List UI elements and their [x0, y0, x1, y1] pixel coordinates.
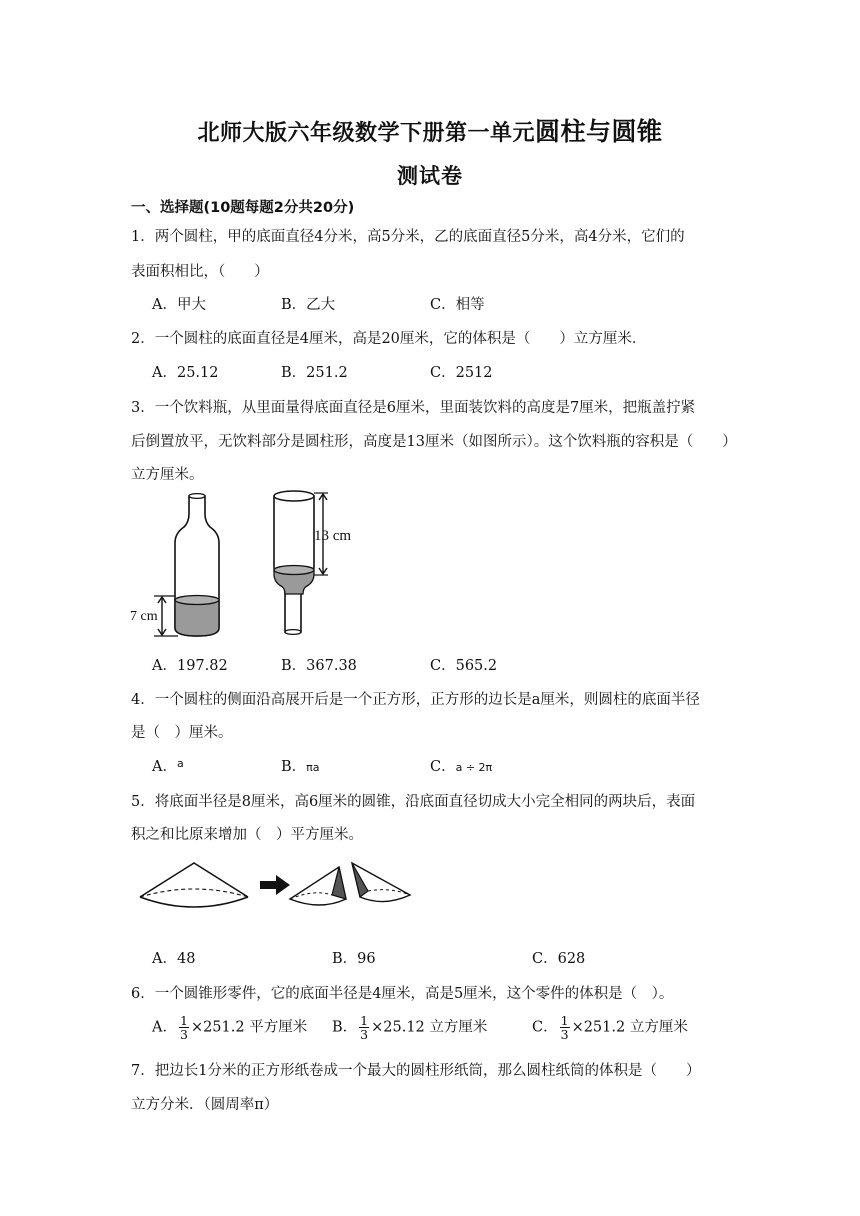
- q4-option-b-letter: B．: [281, 759, 307, 775]
- q5-line-2: 积之和比原来增加（ ）平方厘米。: [131, 827, 363, 843]
- q1-option-c: C．相等: [430, 297, 485, 313]
- q6-option-b-letter: B．: [332, 1019, 358, 1036]
- q6-option-b-rest: ×25.12 立方厘米: [371, 1019, 488, 1036]
- q4-option-c-letter: C．: [430, 759, 456, 775]
- q4-option-a: [152, 755, 184, 776]
- q6-option-c-letter: C．: [532, 1019, 558, 1036]
- q3-option-c: C．565.2: [430, 658, 498, 674]
- q4-option-b: [281, 755, 320, 776]
- q7-line-1: 7．把边长1分米的正方形纸卷成一个最大的圆柱形纸筒，那么圆柱纸筒的体积是（ ）: [131, 1063, 701, 1079]
- label-13cm: 13 cm: [314, 528, 352, 544]
- q6-option-b: [332, 1014, 487, 1041]
- q3-line-2: 后倒置放平，无饮料部分是圆柱形，高度是13厘米（如图所示）。这个饮料瓶的容积是（ ）: [131, 434, 737, 450]
- fraction-one-third: $\frac{1}{3}$: [560, 1013, 569, 1043]
- q3-option-a: A．197.82: [152, 658, 228, 674]
- q2-option-b: B．251.2: [281, 365, 348, 381]
- fraction-one-third: $\frac{1}{3}$: [360, 1013, 369, 1043]
- q3-line-3: 立方厘米。: [131, 467, 204, 483]
- q2-line-1: 2．一个圆柱的底面直径是4厘米，高是20厘米，它的体积是（ ）立方厘米．: [131, 331, 647, 347]
- q6-option-a-rest: ×251.2 平方厘米: [190, 1019, 308, 1036]
- q3-option-b: B．367.38: [281, 658, 357, 674]
- upright-bottle: [130, 494, 219, 636]
- q4-line-1: 4．一个圆柱的侧面沿高展开后是一个正方形，正方形的边长是a厘米，则圆柱的底面半径: [131, 692, 700, 708]
- q2-option-c: C．2512: [430, 365, 493, 381]
- document-title: [0, 112, 860, 148]
- q4-option-c-value: a ÷ 2π: [455, 761, 493, 774]
- q6-option-a-letter: A．: [152, 1019, 177, 1036]
- cone-cut-figure: [134, 855, 424, 921]
- q6-option-c-rest: ×251.2 立方厘米: [571, 1019, 688, 1036]
- q6-line-1: 6．一个圆锥形零件，它的底面半径是4厘米，高是5厘米，这个零件的体积是（ ）。: [131, 986, 674, 1002]
- q1-option-b: B．乙大: [281, 297, 336, 313]
- q4-option-a-letter: A．: [152, 759, 177, 775]
- whole-cone: [140, 863, 248, 907]
- q3-line-1: 3．一个饮料瓶，从里面量得底面直径是6厘米，里面装饮料的高度是7厘米，把瓶盖拧紧: [131, 400, 696, 416]
- q1-line-1: 1．两个圆柱，甲的底面直径4分米，高5分米，乙的底面直径5分米，高4分米，它们的: [131, 229, 685, 245]
- q4-option-a-value: a: [176, 757, 184, 770]
- q7-line-2: 立方分米．（圆周率π）: [131, 1097, 279, 1113]
- arrow-right-icon: [260, 875, 290, 895]
- bottle-figure: [128, 486, 378, 646]
- q5-option-b: B．96: [332, 951, 376, 967]
- q6-option-a: [152, 1014, 307, 1041]
- q4-line-2: 是（ ）厘米。: [131, 725, 233, 741]
- q4-option-c: [430, 755, 492, 776]
- q2-option-a: A．25.12: [152, 365, 219, 381]
- right-half-cone: [352, 863, 410, 902]
- left-half-cone: [290, 867, 346, 905]
- q5-line-1: 5．将底面半径是8厘米，高6厘米的圆锥，沿底面直径切成大小完全相同的两块后，表面: [131, 794, 696, 810]
- q1-option-a: A．甲大: [152, 297, 206, 313]
- label-7cm: 7 cm: [130, 609, 158, 624]
- q4-option-b-value: πa: [306, 761, 320, 774]
- q1-line-2: 表面积相比，（ ）: [131, 264, 269, 280]
- fraction-one-third: $\frac{1}{3}$: [179, 1013, 188, 1043]
- q5-option-c: C．628: [532, 951, 586, 967]
- title-normal: 北师大版六年级数学下册第一单元: [197, 120, 535, 146]
- document-subtitle: 测试卷: [397, 163, 463, 188]
- section-heading: 一、选择题(10题每题2分共20分): [131, 200, 355, 216]
- q5-option-a: A．48: [152, 951, 196, 967]
- title-bold: 圆柱与圆锥: [535, 117, 663, 146]
- inverted-bottle: [274, 491, 351, 634]
- q6-option-c: [532, 1014, 688, 1041]
